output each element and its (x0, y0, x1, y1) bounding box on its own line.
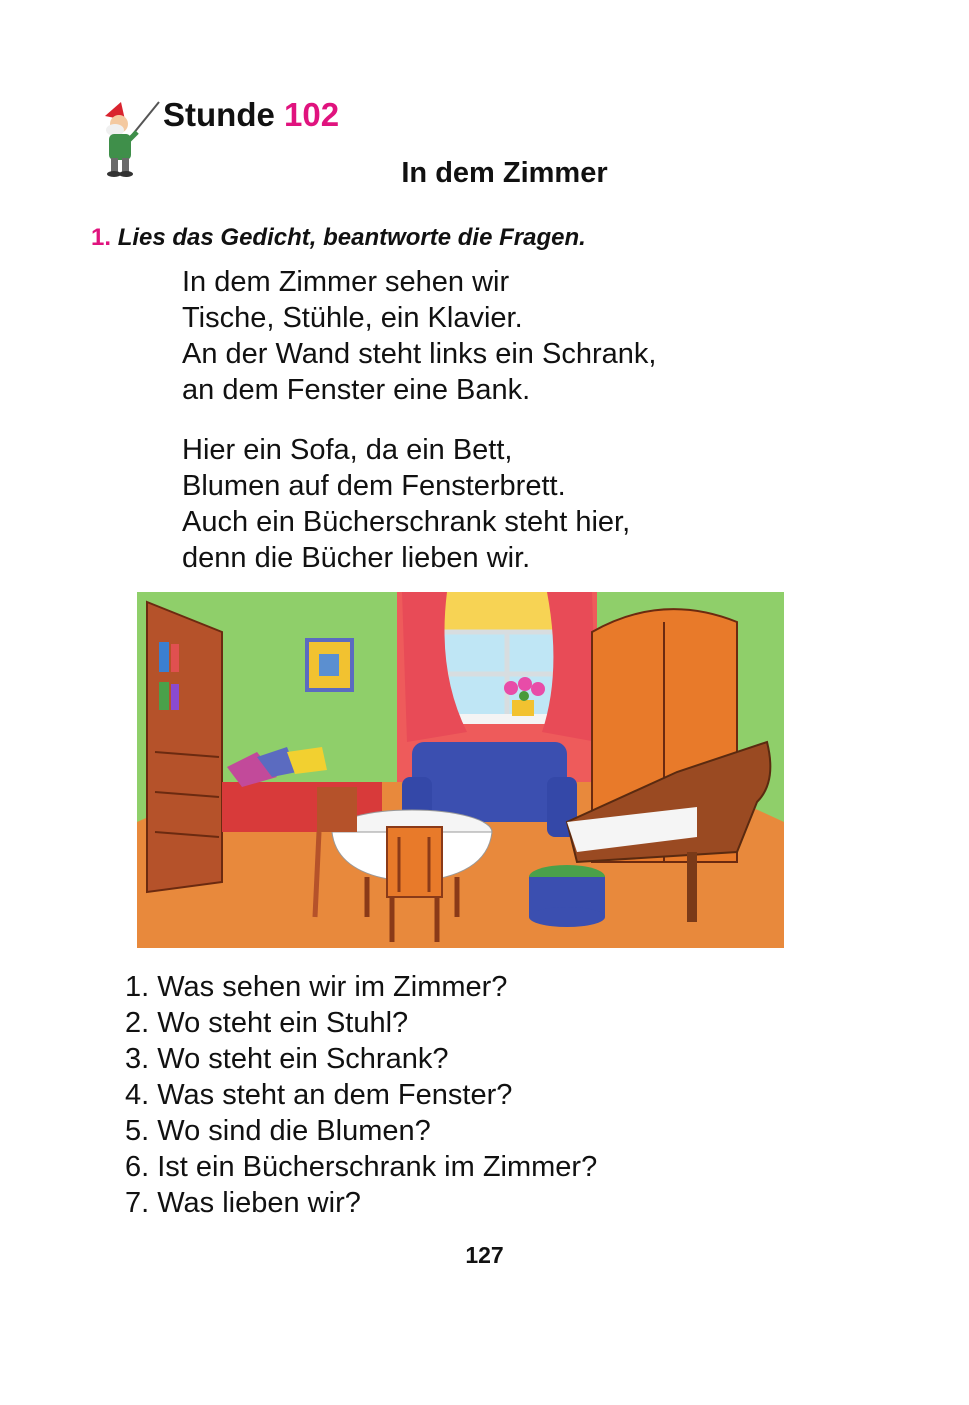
poem-line: In dem Zimmer sehen wir (182, 266, 510, 298)
task-number: 1. (91, 224, 112, 251)
poem-line: Tische, Stühle, ein Klavier. (182, 302, 523, 334)
poem-line: an dem Fenster eine Bank. (182, 374, 531, 406)
question-list (125, 969, 597, 1221)
bookshelf (147, 602, 222, 892)
poem-stanza-2 (182, 432, 630, 576)
task-instruction (91, 222, 586, 254)
question-item: 2. Wo steht ein Stuhl? (125, 1007, 409, 1039)
question-item: 3. Wo steht ein Schrank? (125, 1043, 449, 1075)
lesson-word: Stunde (163, 96, 275, 133)
lesson-subtitle: In dem Zimmer (401, 157, 608, 189)
poem-line: An der Wand steht links ein Schrank, (182, 338, 657, 370)
poem-line: Hier ein Sofa, da ein Bett, (182, 434, 513, 466)
question-item: 5. Wo sind die Blumen? (125, 1115, 431, 1147)
question-item: 6. Ist ein Bücherschrank im Zimmer? (125, 1151, 598, 1183)
poem-line: Blumen auf dem Fensterbrett. (182, 470, 566, 502)
page-title (163, 95, 339, 135)
poem-line: denn die Bücher lieben wir. (182, 542, 531, 574)
question-item: 1. Was sehen wir im Zimmer? (125, 971, 508, 1003)
task-text: Lies das Gedicht, beantworte die Fragen. (117, 224, 586, 251)
lesson-number: 102 (284, 96, 340, 133)
poem-line: Auch ein Bücherschrank steht hier, (182, 506, 631, 538)
poem-stanza-1 (182, 264, 656, 408)
page-number: 127 (465, 1242, 504, 1268)
stool (529, 865, 605, 927)
question-item: 4. Was steht an dem Fenster? (125, 1079, 513, 1111)
question-item: 7. Was lieben wir? (125, 1187, 361, 1219)
room-illustration (137, 592, 784, 948)
